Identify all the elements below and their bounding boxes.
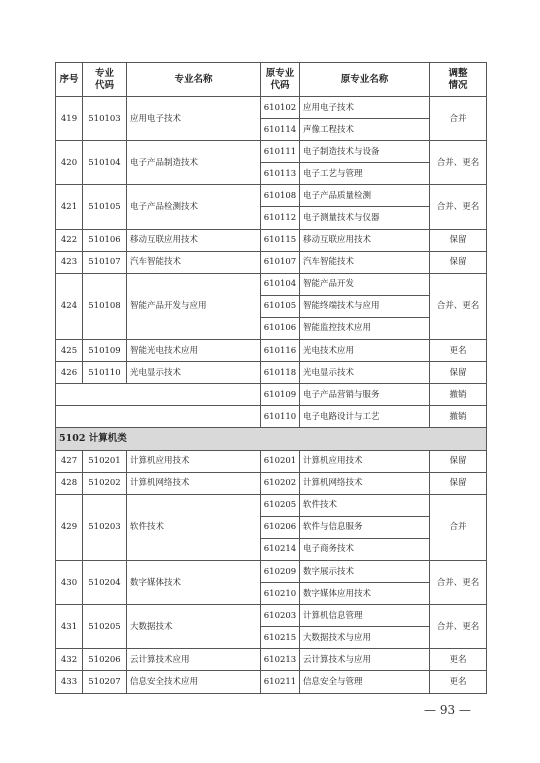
table-row [56, 472, 487, 494]
orig-name-cell: 软件技术 [300, 494, 430, 516]
orig-name-cell: 数字媒体应用技术 [300, 583, 430, 605]
orig-name-cell: 智能终端技术与应用 [300, 295, 430, 317]
orig-name-cell: 电子工艺与管理 [300, 163, 430, 185]
code-cell: 510202 [83, 472, 127, 494]
seq-cell: 419 [56, 97, 83, 141]
name-cell: 汽车智能技术 [127, 251, 261, 273]
page-number: — 93 — [424, 703, 471, 717]
orig-code-cell: 610203 [261, 605, 300, 627]
name-cell: 数字媒体技术 [127, 560, 261, 604]
table-row [56, 97, 487, 119]
code-cell: 510205 [83, 605, 127, 649]
adjust-cell: 合并、更名 [430, 273, 487, 339]
adjust-cell: 保留 [430, 251, 487, 273]
adjust-cell: 保留 [430, 229, 487, 251]
adjust-cell: 合并 [430, 97, 487, 141]
major-adjustment-table [55, 62, 487, 694]
code-cell: 510105 [83, 185, 127, 229]
orig-code-cell: 610215 [261, 627, 300, 649]
table-row [56, 671, 487, 693]
adjust-cell: 保留 [430, 362, 487, 384]
orig-name-cell: 汽车智能技术 [300, 251, 430, 273]
code-cell: 510104 [83, 141, 127, 185]
header-orig-name: 原专业名称 [300, 63, 430, 97]
orig-code-cell: 610111 [261, 141, 300, 163]
empty-new-major-cell [56, 406, 261, 428]
seq-cell: 432 [56, 649, 83, 671]
name-cell: 软件技术 [127, 494, 261, 560]
orig-code-cell: 610106 [261, 317, 300, 339]
seq-cell: 427 [56, 450, 83, 472]
orig-name-cell: 应用电子技术 [300, 97, 430, 119]
adjust-cell: 合并、更名 [430, 605, 487, 649]
table-row [56, 251, 487, 273]
code-cell: 510108 [83, 273, 127, 339]
code-cell: 510204 [83, 560, 127, 604]
orig-name-cell: 电子产品营销与服务 [300, 384, 430, 406]
table-row [56, 560, 487, 582]
name-cell: 电子产品检测技术 [127, 185, 261, 229]
orig-code-cell: 610114 [261, 119, 300, 141]
orig-code-cell: 610201 [261, 450, 300, 472]
orig-code-cell: 610105 [261, 295, 300, 317]
seq-cell: 425 [56, 340, 83, 362]
orig-code-cell: 610213 [261, 649, 300, 671]
header-orig-code: 原专业 代码 [261, 63, 300, 97]
orig-code-cell: 610113 [261, 163, 300, 185]
seq-cell: 428 [56, 472, 83, 494]
category-label: 5102 计算机类 [56, 428, 487, 450]
orig-code-cell: 610214 [261, 538, 300, 560]
table-row [56, 229, 487, 251]
orig-name-cell: 云计算技术与应用 [300, 649, 430, 671]
adjust-cell: 更名 [430, 649, 487, 671]
empty-new-major-cell [56, 384, 261, 406]
adjust-cell: 撤销 [430, 384, 487, 406]
adjust-cell: 合并、更名 [430, 185, 487, 229]
table-row [56, 494, 487, 516]
code-cell: 510207 [83, 671, 127, 693]
code-cell: 510103 [83, 97, 127, 141]
table-row [56, 384, 487, 406]
orig-code-cell: 610102 [261, 97, 300, 119]
table-row [56, 649, 487, 671]
code-cell: 510107 [83, 251, 127, 273]
name-cell: 信息安全技术应用 [127, 671, 261, 693]
orig-code-cell: 610108 [261, 185, 300, 207]
orig-code-cell: 610109 [261, 384, 300, 406]
table-row [56, 141, 487, 163]
adjust-cell: 保留 [430, 472, 487, 494]
orig-name-cell: 光电显示技术 [300, 362, 430, 384]
seq-cell: 431 [56, 605, 83, 649]
orig-name-cell: 智能监控技术应用 [300, 317, 430, 339]
orig-name-cell: 大数据技术与应用 [300, 627, 430, 649]
orig-code-cell: 610115 [261, 229, 300, 251]
header-name: 专业名称 [127, 63, 261, 97]
table-row [56, 362, 487, 384]
name-cell: 电子产品制造技术 [127, 141, 261, 185]
orig-name-cell: 电子测量技术与仪器 [300, 207, 430, 229]
orig-name-cell: 数字展示技术 [300, 560, 430, 582]
name-cell: 移动互联应用技术 [127, 229, 261, 251]
adjust-cell: 合并 [430, 494, 487, 560]
name-cell: 计算机网络技术 [127, 472, 261, 494]
orig-code-cell: 610107 [261, 251, 300, 273]
orig-name-cell: 电子商务技术 [300, 538, 430, 560]
orig-code-cell: 610110 [261, 406, 300, 428]
orig-name-cell: 移动互联应用技术 [300, 229, 430, 251]
orig-code-cell: 610118 [261, 362, 300, 384]
table-row [56, 340, 487, 362]
name-cell: 大数据技术 [127, 605, 261, 649]
orig-code-cell: 610104 [261, 273, 300, 295]
seq-cell: 424 [56, 273, 83, 339]
code-cell: 510206 [83, 649, 127, 671]
orig-code-cell: 610202 [261, 472, 300, 494]
orig-code-cell: 610116 [261, 340, 300, 362]
orig-name-cell: 计算机网络技术 [300, 472, 430, 494]
orig-name-cell: 计算机信息管理 [300, 605, 430, 627]
name-cell: 智能光电技术应用 [127, 340, 261, 362]
orig-code-cell: 610209 [261, 560, 300, 582]
header-adjust: 调整 情况 [430, 63, 487, 97]
orig-name-cell: 电子电路设计与工艺 [300, 406, 430, 428]
seq-cell: 433 [56, 671, 83, 693]
orig-name-cell: 电子产品质量检测 [300, 185, 430, 207]
name-cell: 计算机应用技术 [127, 450, 261, 472]
header-code: 专业 代码 [83, 63, 127, 97]
adjust-cell: 合并、更名 [430, 141, 487, 185]
table-row [56, 185, 487, 207]
orig-name-cell: 声像工程技术 [300, 119, 430, 141]
table-row [56, 406, 487, 428]
orig-name-cell: 智能产品开发 [300, 273, 430, 295]
orig-code-cell: 610211 [261, 671, 300, 693]
orig-name-cell: 信息安全与管理 [300, 671, 430, 693]
adjust-cell: 撤销 [430, 406, 487, 428]
table-row [56, 450, 487, 472]
table-header-row [56, 63, 487, 97]
name-cell: 应用电子技术 [127, 97, 261, 141]
orig-name-cell: 计算机应用技术 [300, 450, 430, 472]
adjust-cell: 更名 [430, 340, 487, 362]
seq-cell: 426 [56, 362, 83, 384]
adjust-cell: 合并、更名 [430, 560, 487, 604]
seq-cell: 429 [56, 494, 83, 560]
orig-code-cell: 610112 [261, 207, 300, 229]
table-row [56, 273, 487, 295]
seq-cell: 421 [56, 185, 83, 229]
orig-name-cell: 电子制造技术与设备 [300, 141, 430, 163]
name-cell: 云计算技术应用 [127, 649, 261, 671]
code-cell: 510110 [83, 362, 127, 384]
seq-cell: 430 [56, 560, 83, 604]
code-cell: 510203 [83, 494, 127, 560]
adjust-cell: 保留 [430, 450, 487, 472]
orig-code-cell: 610205 [261, 494, 300, 516]
seq-cell: 422 [56, 229, 83, 251]
code-cell: 510201 [83, 450, 127, 472]
orig-name-cell: 软件与信息服务 [300, 516, 430, 538]
name-cell: 光电显示技术 [127, 362, 261, 384]
code-cell: 510106 [83, 229, 127, 251]
name-cell: 智能产品开发与应用 [127, 273, 261, 339]
category-row [56, 428, 487, 450]
seq-cell: 423 [56, 251, 83, 273]
header-seq: 序号 [56, 63, 83, 97]
seq-cell: 420 [56, 141, 83, 185]
orig-code-cell: 610206 [261, 516, 300, 538]
table-row [56, 605, 487, 627]
code-cell: 510109 [83, 340, 127, 362]
orig-name-cell: 光电技术应用 [300, 340, 430, 362]
orig-code-cell: 610210 [261, 583, 300, 605]
adjust-cell: 更名 [430, 671, 487, 693]
